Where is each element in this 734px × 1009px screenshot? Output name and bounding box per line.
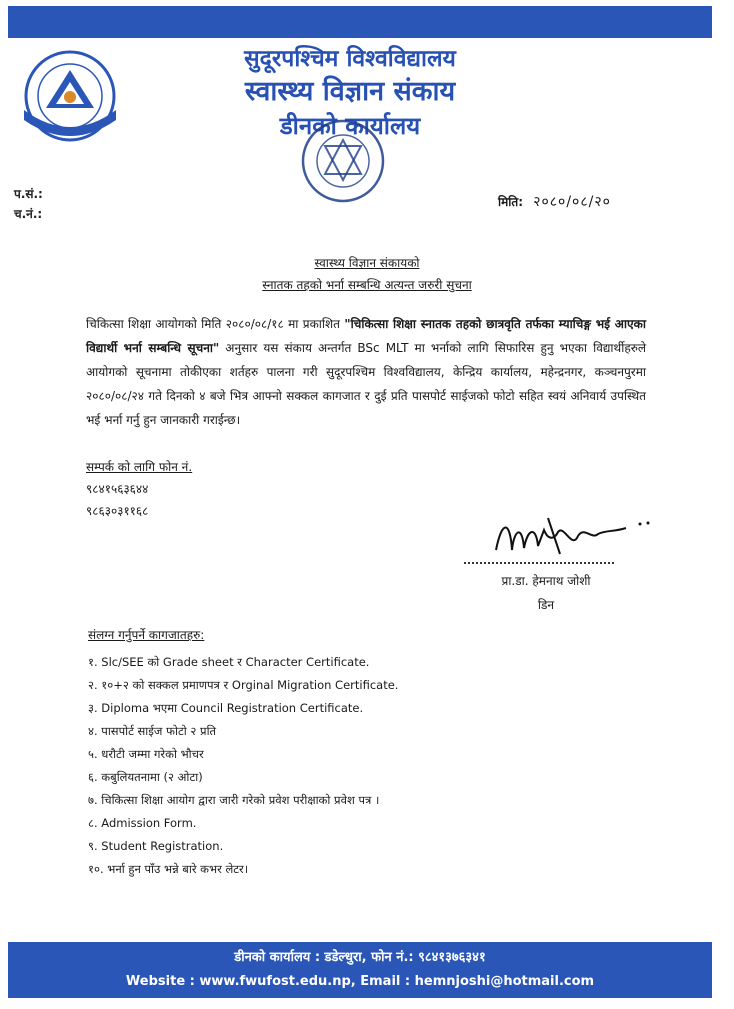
dispatch-number-label: च.नं.: (14, 207, 43, 221)
list-item: १०. भर्ना हुन पाँउ भन्ने बारे कभर लेटर। (88, 862, 249, 876)
list-item: २. १०+२ को सक्कल प्रमाणपत्र र Orginal Migration Certificate. (88, 678, 399, 692)
date-row (498, 192, 611, 211)
list-item: १. Slc/SEE को Grade sheet र Character Certificate. (88, 655, 370, 669)
subject-line-1: स्वास्थ्य विज्ञान संकायको (314, 256, 420, 270)
date-label: मिति: (498, 195, 524, 209)
list-item: ८. Admission Form. (88, 816, 197, 830)
body-part-2: अनुसार यस संकाय अन्तर्गत BSc MLT मा भर्नाको लागि सिफारिस हुनु भएका विद्यार्थीहरुले आयोगको सूचनामा तोकीएका शर्तहरु पालना गरी सुदूरपश्चिम विश्वविद्यालय, केन्द्रिय कार्यालय, महेन्द्रनगर, कञ्चनपुरमा २०८०/०८/२४ गते दिनको ४ बजे भित्र आफ्नो सक्कल कागजात र दुई प्रति पासपोर्ट साईजको फोटो सहित स्वयं अनिवार्य उपस्थित भई भर्ना गर्नु हुन जानकारी गराईन्छ। (86, 341, 647, 427)
contact-phone-2: ९८६३०३११६८ (86, 504, 149, 518)
signatory-name: प्रा.डा. हेमनाथ जोशी (501, 574, 591, 588)
official-seal (300, 118, 386, 204)
attachments-list (88, 651, 398, 881)
list-item: ६. कबुलियतनामा (२ ओटा) (88, 770, 203, 784)
header-band (8, 6, 712, 38)
reference-block (14, 184, 43, 224)
subject-line-2: स्नातक तहको भर्ना सम्बन्धि अत्यन्त जरुरी सुचना (262, 278, 472, 292)
footer-band (8, 942, 712, 998)
contact-phone-1: ९८४१५६३६४४ (86, 482, 149, 496)
footer-contact-line: Website : www.fwufost.edu.np, Email : hemnjoshi@hotmail.com (125, 974, 595, 989)
list-item: ७. चिकित्सा शिक्षा आयोग द्वारा जारी गरेको प्रवेश परीक्षाको प्रवेश पत्र । (88, 793, 380, 807)
attachments-block (88, 626, 398, 881)
notice-body (86, 312, 646, 432)
footer-office-line: डीनको कार्यालय : डडेल्धुरा, फोन नं.: ९८४१३७६३४१ (234, 950, 486, 965)
signature-line (464, 562, 614, 564)
list-item: ३. Diploma भएमा Council Registration Certificate. (88, 701, 364, 715)
faculty-name: स्वास्थ्य विज्ञान संकाय (244, 76, 456, 107)
letter-number-label: प.सं.: (14, 187, 43, 201)
date-value: २०८०/०८/२० (533, 194, 611, 210)
office-name: डीनको कार्यालय (279, 112, 421, 140)
contact-label: सम्पर्क को लागि फोन नं. (86, 460, 193, 474)
body-bold-title: "चिकित्सा शिक्षा स्नातक तहको छात्रवृति तर्फका म्याचिङ्ग भई आएका विद्यार्थी भर्ना सम्बन्धि सूचना" (86, 317, 646, 355)
university-name: सुदूरपश्चिम विश्वविद्यालय (244, 46, 456, 72)
body-part-1: चिकित्सा शिक्षा आयोगको मिति २०८०/०८/१८ मा प्रकाशित (86, 317, 345, 331)
list-item: ४. पासपोर्ट साईज फोटो २ प्रति (88, 724, 217, 738)
attachments-label: संलग्न गर्नुपर्ने कागजातहरु: (88, 628, 205, 642)
signatory-title: डिन (537, 598, 555, 612)
handwritten-signature (488, 510, 658, 560)
university-logo (14, 48, 126, 148)
list-item: ९. Student Registration. (88, 839, 224, 853)
contact-block (86, 456, 192, 522)
list-item: ५. धरौटी जम्मा गरेको भौचर (88, 747, 204, 761)
